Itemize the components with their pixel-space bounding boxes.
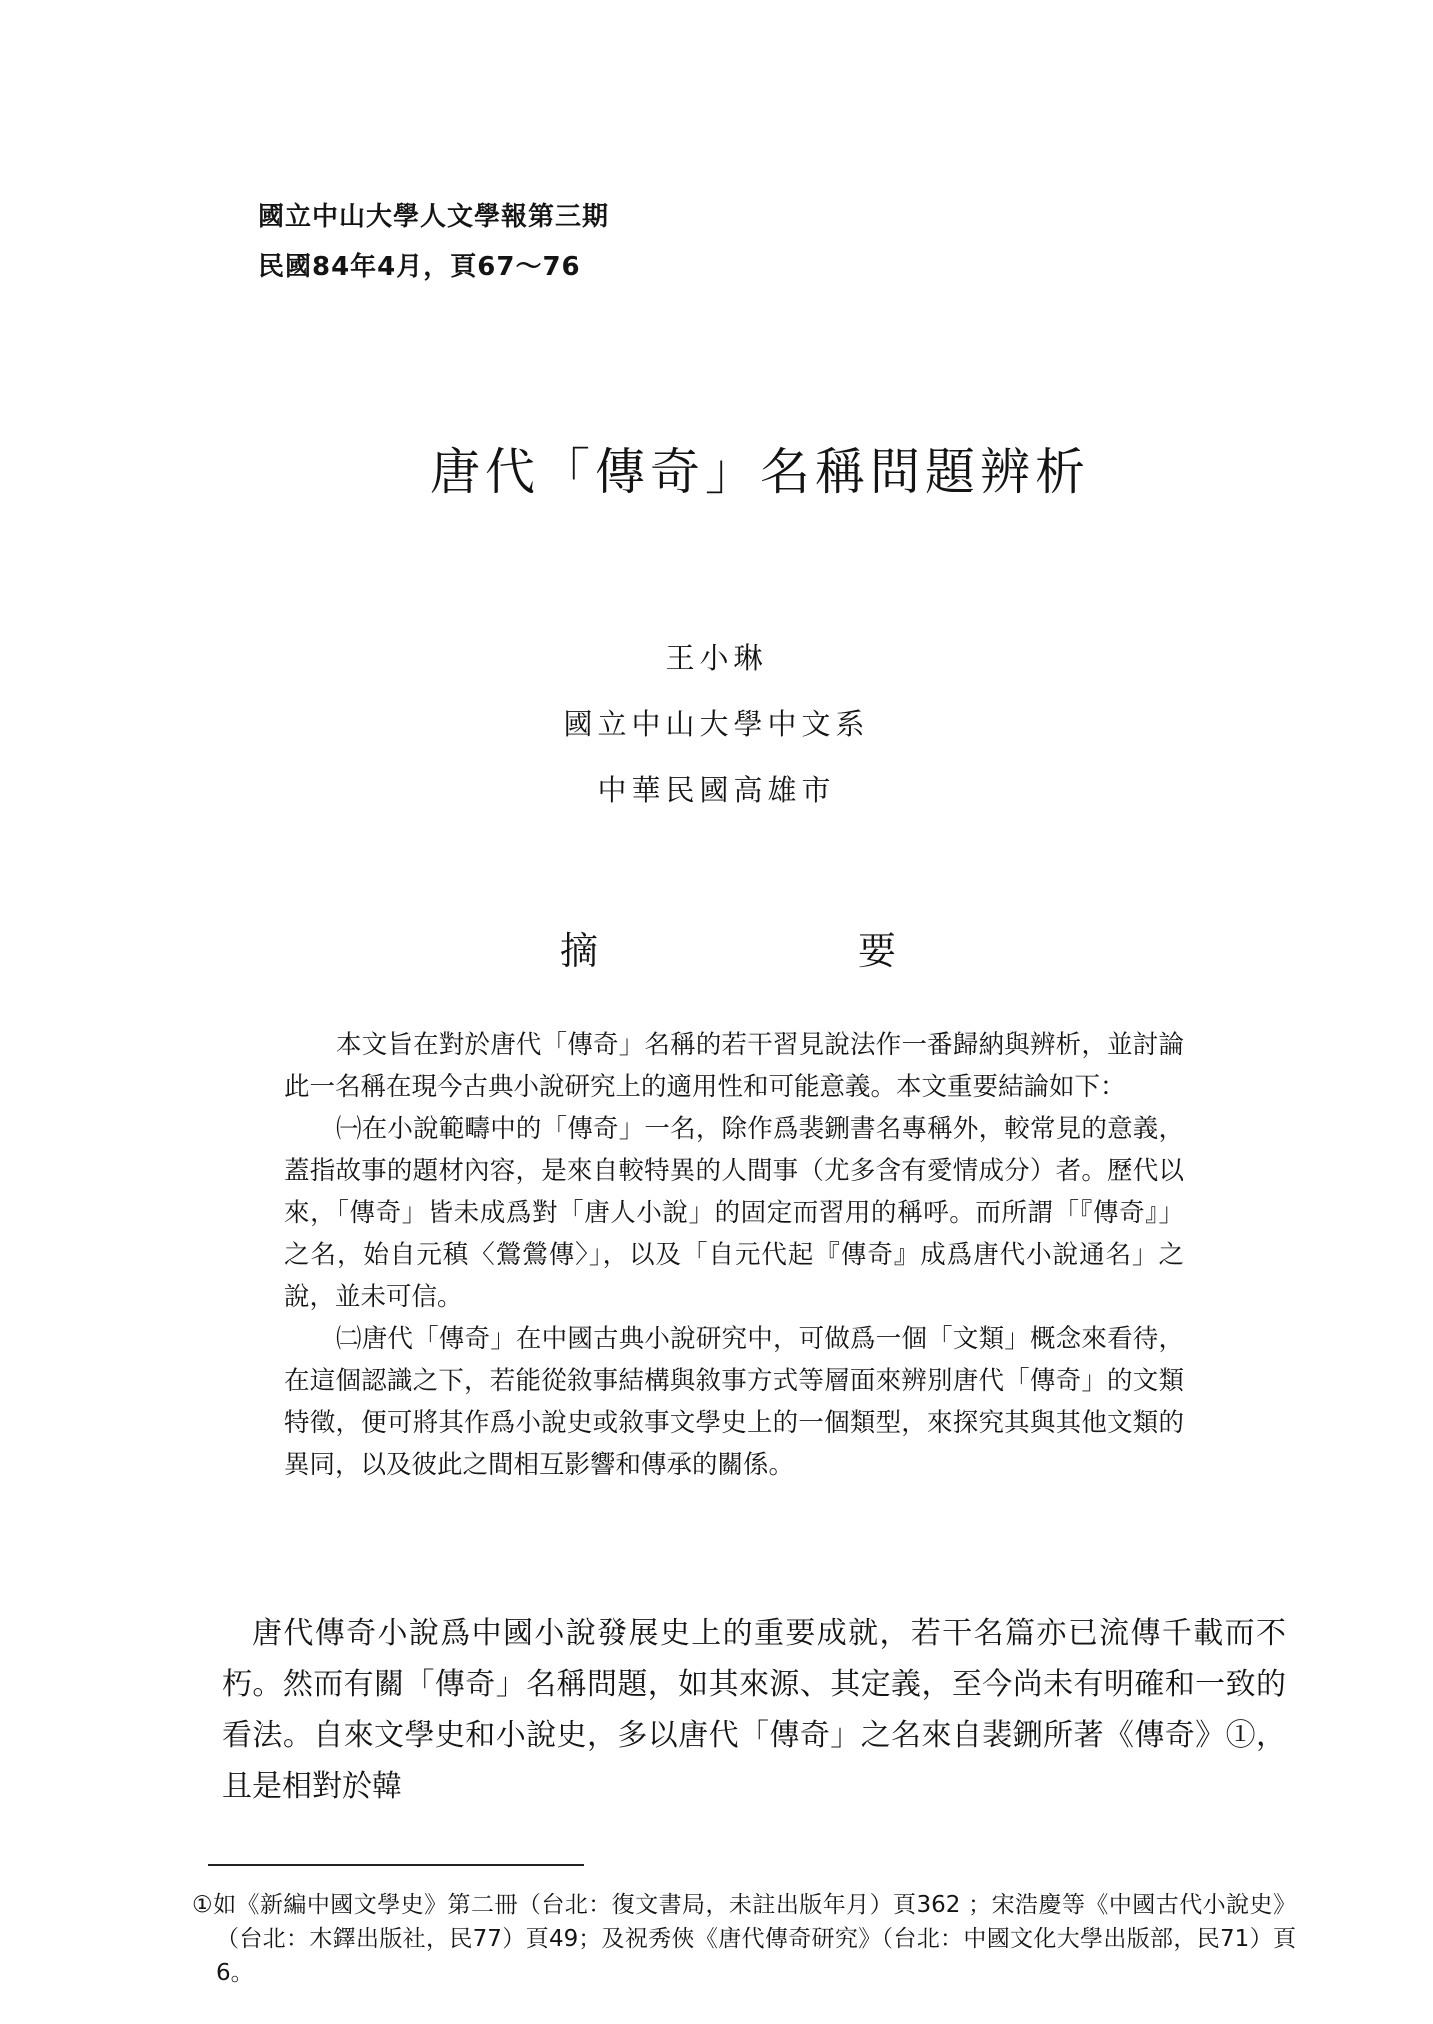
author-location: 中華民國高雄市 [597,773,836,807]
abstract-paragraph: ㈡唐代「傳奇」在中國古典小說研究中，可做爲一個「文類」概念來看待，在這個認識之下，若能從敘事結構與敘事方式等層面來辨別唐代「傳奇」的文類特徵，便可將其作爲小說史或敘事文學史上的一個類型，來探究其與其他文類的異同，以及彼此之間相互影響和傳承的關係。 [284,1324,1184,1480]
abstract-paragraph: ㈠在小說範疇中的「傳奇」一名，除作爲裴鉶書名專稱外，較常見的意義，蓋指故事的題材內容，是來自較特異的人間事（尤多含有愛情成分）者。歷代以來，「傳奇」皆未成爲對「唐人小說」的固定而習用的稱呼。而所謂「『傳奇』」之名，始自元稹〈鶯鶯傳〉」，以及「自元代起『傳奇』成爲唐代小說通名」之說，並未可信。 [284,1114,1184,1312]
article-title: 唐代「傳奇」名稱問題辨析 [430,443,1090,501]
footnote [192,1888,1296,1990]
journal-header [258,192,609,292]
body-paragraph: 唐代傳奇小說爲中國小說發展史上的重要成就，若干名篇亦已流傳千載而不朽。然而有關「傳奇」名稱問題，如其來源、其定義，至今尚未有明確和一致的看法。自來文學史和小說史，多以唐代「傳奇」之名來自裴鉶所著《傳奇》①，且是相對於韓 [222,1616,1286,1804]
author-affiliation: 國立中山大學中文系 [563,707,870,741]
abstract-heading-right: 要 [858,929,897,973]
footnote-divider [208,1864,584,1866]
issue-info: 民國84年4月，頁67～76 [258,252,581,282]
abstract-heading-left: 摘 [560,929,599,973]
abstract-text [284,1024,1184,1486]
journal-name: 國立中山大學人文學報第三期 [258,202,610,232]
author-name: 王小琳 [665,641,768,675]
abstract-paragraph: 本文旨在對於唐代「傳奇」名稱的若干習見說法作一番歸納與辨析，並討論此一名稱在現今古典小說研究上的適用性和可能意義。本文重要結論如下： [284,1030,1184,1102]
footnote-text: ①如《新編中國文學史》第二冊（台北：復文書局，未註出版年月）頁362 ；宋浩慶等《中國古代小說史》（台北：木鐸出版社，民77）頁49；及祝秀俠《唐代傳奇研究》（台北：中國文化大學出版部，民71）頁6。 [192,1892,1296,1986]
body-text [222,1608,1286,1812]
